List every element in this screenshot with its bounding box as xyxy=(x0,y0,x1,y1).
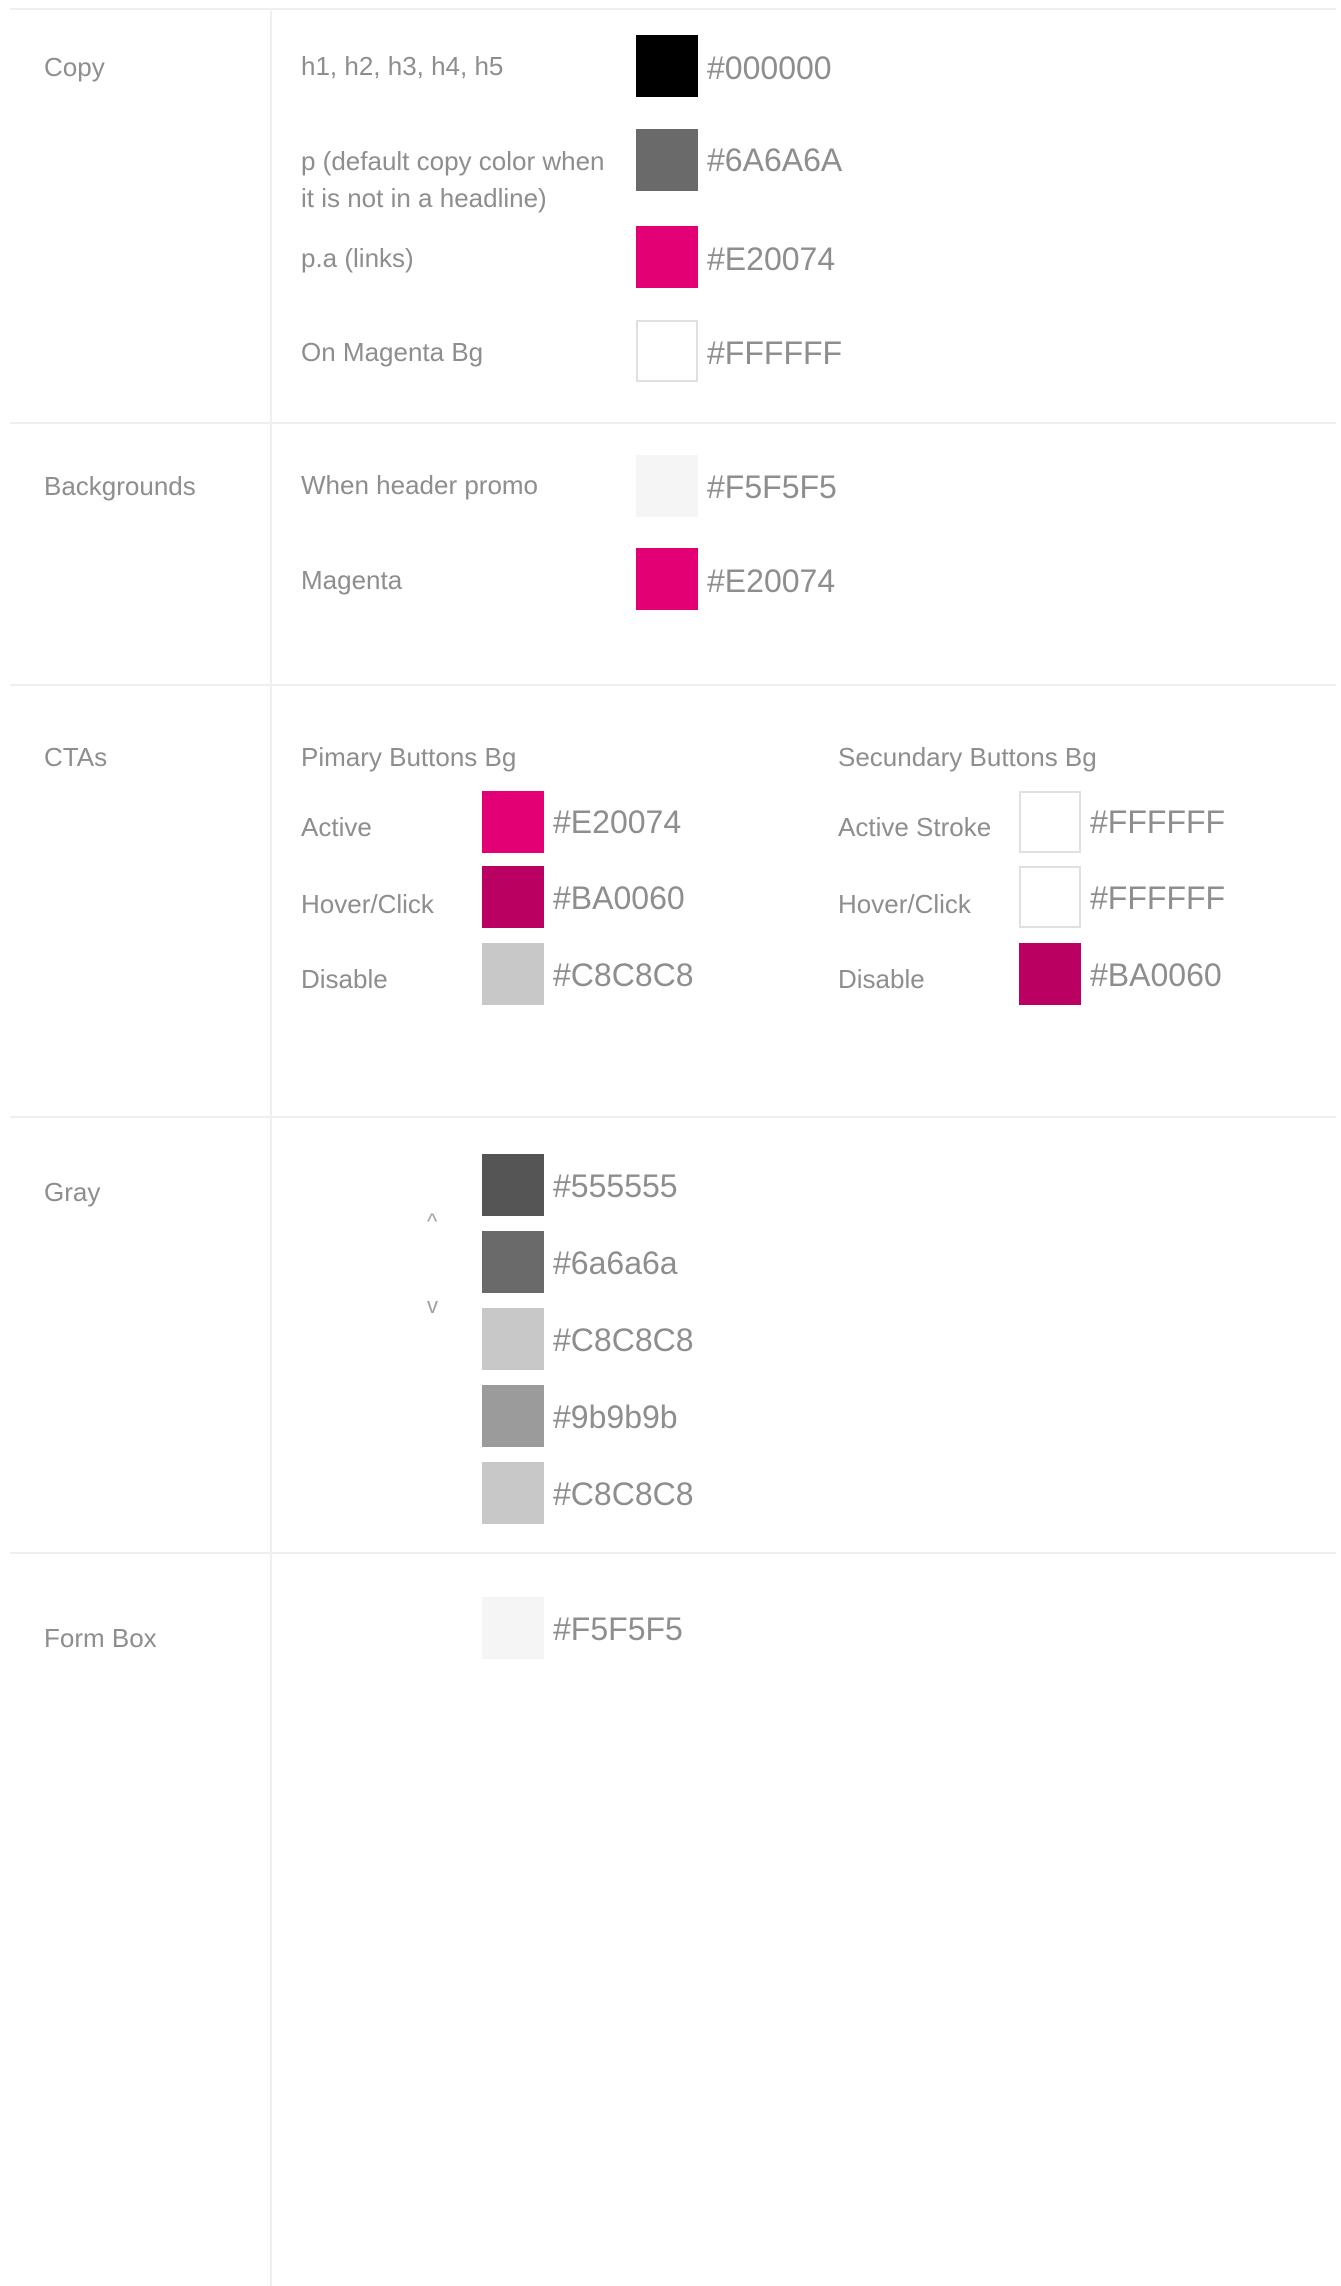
copy-label-links: p.a (links) xyxy=(301,243,414,273)
arrow-up-icon: ^ xyxy=(427,1209,438,1234)
copy-label-paragraph-line1: p (default copy color when xyxy=(301,146,605,176)
divider-ctas-gray xyxy=(10,1116,1336,1118)
section-title-copy: Copy xyxy=(44,52,105,82)
bg-label-magenta: Magenta xyxy=(301,565,403,595)
copy-label-on-magenta: On Magenta Bg xyxy=(301,337,484,367)
hex-gray-555555: #555555 xyxy=(553,1168,678,1204)
copy-label-paragraph-line2: it is not in a headline) xyxy=(301,183,547,213)
hex-gray-c8c8c8-b: #C8C8C8 xyxy=(553,1476,694,1512)
hex-form-box: #F5F5F5 xyxy=(553,1611,683,1647)
hex-cta-primary-hover: #BA0060 xyxy=(553,880,685,916)
hex-cta-secondary-disable: #BA0060 xyxy=(1090,957,1222,993)
hex-gray-9b9b9b: #9b9b9b xyxy=(553,1399,678,1435)
hex-bg-header-promo: #F5F5F5 xyxy=(707,469,837,505)
swatch-copy-links xyxy=(636,226,698,288)
swatch-cta-primary-hover xyxy=(482,866,544,928)
swatch-copy-on-magenta xyxy=(636,320,698,382)
copy-label-headings: h1, h2, h3, h4, h5 xyxy=(301,51,504,81)
divider-backgrounds-ctas xyxy=(10,684,1336,686)
section-title-backgrounds: Backgrounds xyxy=(44,471,196,501)
arrow-down-icon: v xyxy=(427,1293,438,1318)
hex-copy-paragraph: #6A6A6A xyxy=(707,142,843,178)
swatch-cta-secondary-hover xyxy=(1019,866,1081,928)
swatch-cta-primary-active xyxy=(482,791,544,853)
swatch-gray-c8c8c8-b xyxy=(482,1462,544,1524)
swatch-cta-secondary-disable xyxy=(1019,943,1081,1005)
cta-primary-label-disable: Disable xyxy=(301,964,388,994)
swatch-bg-header-promo xyxy=(636,455,698,517)
cta-secondary-label-active-stroke: Active Stroke xyxy=(838,812,992,842)
swatch-copy-headings xyxy=(636,35,698,97)
section-title-gray: Gray xyxy=(44,1177,101,1207)
hex-cta-primary-active: #E20074 xyxy=(553,804,682,840)
hex-gray-c8c8c8-a: #C8C8C8 xyxy=(553,1322,694,1358)
section-title-ctas: CTAs xyxy=(44,742,108,772)
cta-primary-label-hover: Hover/Click xyxy=(301,889,434,919)
bg-label-header-promo: When header promo xyxy=(301,470,539,500)
swatch-form-box xyxy=(482,1597,544,1659)
hex-cta-primary-disable: #C8C8C8 xyxy=(553,957,694,993)
hex-cta-secondary-hover: #FFFFFF xyxy=(1090,880,1226,916)
hex-copy-links: #E20074 xyxy=(707,241,836,277)
swatch-gray-555555 xyxy=(482,1154,544,1216)
divider-copy-backgrounds xyxy=(10,422,1336,424)
column-divider xyxy=(270,11,272,2286)
cta-secondary-heading: Secundary Buttons Bg xyxy=(838,742,1097,772)
hex-cta-secondary-active-stroke: #FFFFFF xyxy=(1090,804,1226,840)
hex-gray-6a6a6a: #6a6a6a xyxy=(553,1245,678,1281)
cta-secondary-label-disable: Disable xyxy=(838,964,925,994)
divider-top xyxy=(10,8,1336,10)
hex-copy-headings: #000000 xyxy=(707,50,832,86)
cta-primary-heading: Pimary Buttons Bg xyxy=(301,742,517,772)
cta-primary-label-active: Active xyxy=(301,812,372,842)
hex-bg-magenta: #E20074 xyxy=(707,563,836,599)
divider-gray-formbox xyxy=(10,1552,1336,1554)
swatch-gray-9b9b9b xyxy=(482,1385,544,1447)
swatch-gray-c8c8c8-a xyxy=(482,1308,544,1370)
swatch-cta-primary-disable xyxy=(482,943,544,1005)
swatch-copy-paragraph xyxy=(636,129,698,191)
swatch-bg-magenta xyxy=(636,548,698,610)
section-title-form-box: Form Box xyxy=(44,1623,157,1653)
swatch-cta-secondary-active-stroke xyxy=(1019,791,1081,853)
swatch-gray-6a6a6a xyxy=(482,1231,544,1293)
cta-secondary-label-hover: Hover/Click xyxy=(838,889,971,919)
hex-copy-on-magenta: #FFFFFF xyxy=(707,335,843,371)
